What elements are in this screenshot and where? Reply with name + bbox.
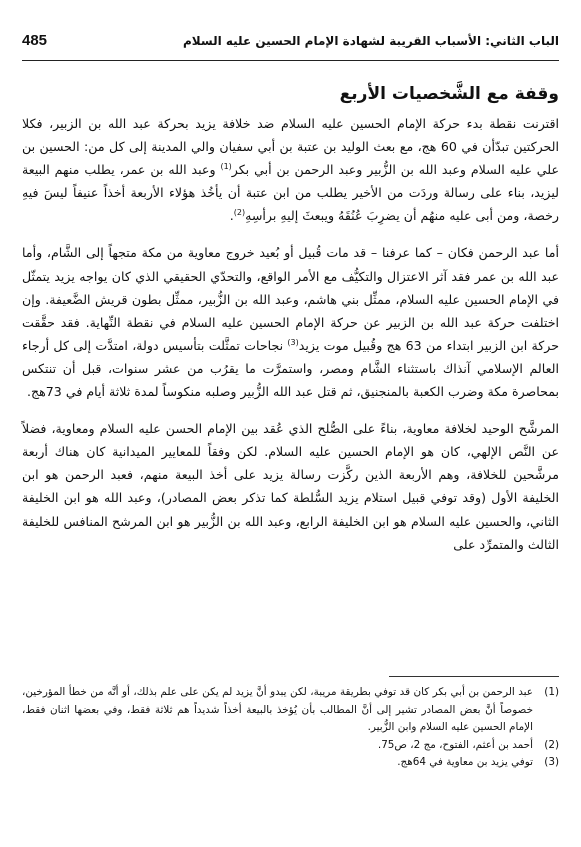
- footnote-number: (3): [544, 756, 559, 768]
- running-title: الباب الثاني: الأسباب القريبة لشهادة الإمام الحسين عليه السلام: [182, 34, 559, 48]
- section-title: وقفة مع الشَّخصيات الأربع: [339, 84, 559, 104]
- footnote-ref[interactable]: (2): [233, 208, 246, 218]
- page-header: [22, 30, 559, 58]
- body-text: [22, 112, 559, 556]
- paragraph-text: نجاحات تمثَّلت بتأسيس دولة، امتدَّت إلى كل أرجاء العالم الإسلامي آنذاك باستثناء الشَّام ومصر، واستمرَّت ما يقرُب من عشر سنوات، قبل أن تنتكس بمحاصرة مكة وضرب الكعبة بالمنجنيق، ثم قتل عبد الله الزُّبير وصلبه منكوساً لمدة ثلاثة أيام في 73هج.: [22, 337, 559, 400]
- footnotes: [22, 684, 559, 772]
- header-divider: [22, 60, 559, 61]
- footnote-divider: [389, 676, 559, 677]
- paragraph-text: اقترنت نقطة بدء حركة الإمام الحسين عليه السلام ضد خلافة يزيد بحركة عبد الله بن الزبير، فكلا الحركتين تبدّأن في 60 هج، مع بعث الوليد بن عتبة بن أبي سفيان والي المدينة إلى كل من: الحسين بن علي عليه السلام وعبد الله بن الزُّبير وعبد الرحمن بن أبي بكر: [22, 116, 559, 178]
- paragraph-3: [22, 417, 559, 556]
- footnote-text: عبد الرحمن بن أبي بكر كان قد توفي بطريقة مريبة، لكن يبدو أنَّ يزيد لم يكن على علم بذلك، أو أنَّه من خطأ المؤرخين، خصوصاً أنَّ بعض المصادر تشير إلى أنَّ المطالب بأن يُؤخذ بالبيعة أخذاً شديداً هم ثلاثة فقط، وفي بعضها اثنان فقط، الإمام الحسين عليه السلام وابن الزُّبير.: [22, 686, 533, 733]
- paragraph-1: [22, 112, 559, 227]
- paragraph-text: أما عبد الرحمن فكان – كما عرفنا – قد مات قُبيل أو بُعيد خروج معاوية من مكة متجهاً إلى الشَّام، وأما عبد الله بن عمر فقد آثر الاعتزال والتكيُّف مع الأمر الواقع، والتحدّي الحقيقي الذي كان يواجه يزيد يتمثّل في الإمام الحسين عليه السلام، ممثِّل بني هاشم، وعبد الله بن الزُّبير، ممثِّل بطون قريش الضَّعيفة. وإن اختلفت حركة عبد الله بن الزبير عن حركة الإمام الحسين عليه السلام في نقطة النِّهاية. فقد حقَّقت حركة ابن الزبير ابتداء من 63 هج وقُبيل موت يزيد: [22, 245, 559, 353]
- footnote-number: (2): [544, 738, 559, 751]
- paragraph-text: المرشَّح الوحيد لخلافة معاوية، بناءً على الصُّلح الذي عُقد بين الإمام الحسن عليه السلام ومعاوية، فضلاً عن النَّص الإلهي، كان هو الإمام الحسين عليه السلام. لكن وفقاً للمعايير الميدانية كان هناك أربعة مرشَّحين للخلافة، وهم الأربعة الذين ركَّزت رسالة يزيد على أخذ البيعة منهم، فعبد الرحمن هو ابن الخليفة الأول (وقد توفي قبيل استلام يزيد السُّلطة كما تذكر بعض المصادر)، وعبد الله هو ابن الخليفة الثاني، والحسين عليه السلام هو ابن الخليفة الرابع، وعبد الله بن الزُّبير هو ابن المرشح المنافس للخليفة الثالث والمتمرِّد على: [22, 421, 559, 552]
- paragraph-text: وعبد الله بن عمر، يطلب منهم البيعة ليزيد، بناء على رسالة وردَت من الأخير يطلب من ابن عتبة أن يأخُذ هؤلاء الأربعة أخذاً عنيفاً ليسَ فيهِ رخصة، ومن أبى عليه منهُم أن يضرِبَ عُنُقَهُ ويبعثَ إليهِ برأسِهِ: [22, 162, 559, 224]
- footnote-number: (1): [544, 686, 559, 698]
- paragraph-text: .: [229, 208, 234, 224]
- footnote-text: أحمد بن أعثم، الفتوح، مج 2، ص75.: [377, 738, 533, 751]
- paragraph-2: [22, 241, 559, 403]
- footnote-item: [22, 754, 559, 772]
- page-number: 485: [22, 32, 48, 49]
- footnote-ref[interactable]: (1): [220, 162, 232, 171]
- footnote-text: توفي يزيد بن معاوية في 64هج.: [397, 756, 533, 768]
- footnote-item: [22, 684, 559, 737]
- footnote-item: [22, 737, 559, 755]
- footnote-ref[interactable]: (3): [287, 337, 299, 347]
